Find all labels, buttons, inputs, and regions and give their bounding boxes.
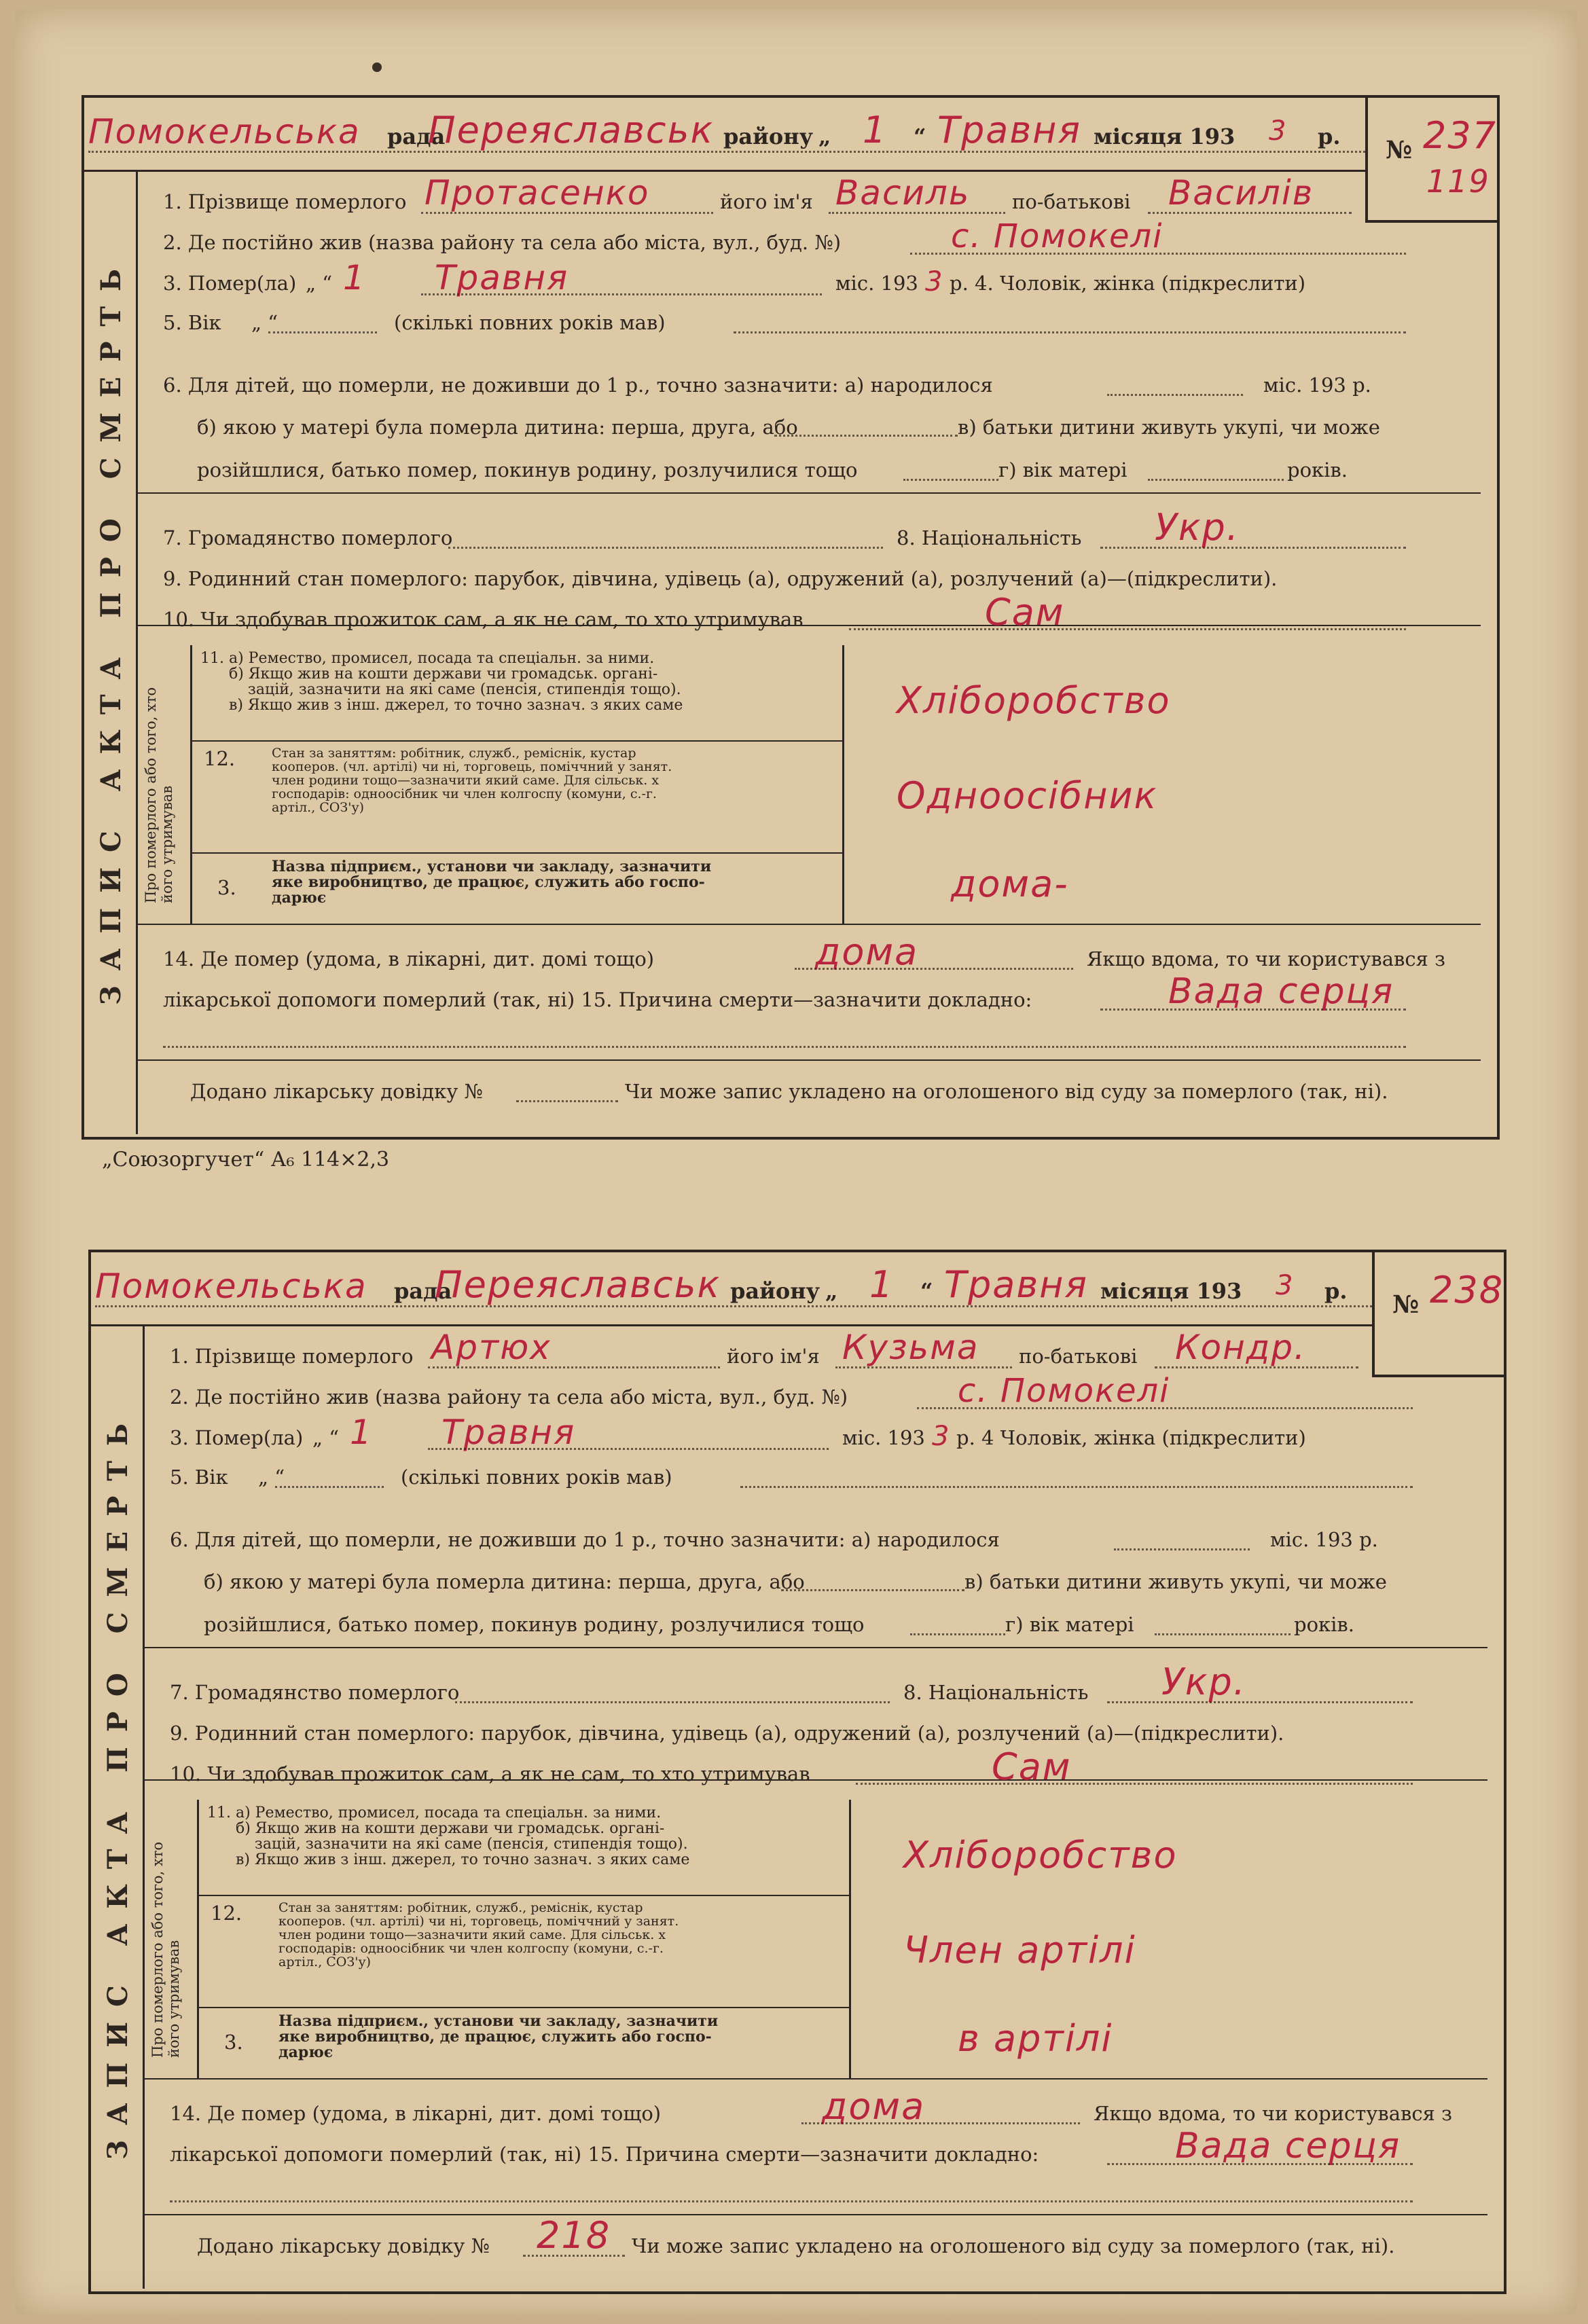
status-value: Одноосібник	[897, 774, 1158, 817]
fill-line	[801, 2122, 1080, 2124]
fill-line	[523, 2255, 625, 2257]
rada-label: рада	[394, 1278, 452, 1304]
form-rule	[197, 2007, 849, 2008]
fill-line	[1155, 1366, 1358, 1368]
fill-line	[428, 1448, 829, 1450]
workplace-num: 3.	[217, 876, 236, 899]
support-value: Сам	[985, 591, 1065, 634]
district-name: Переяславськ	[428, 109, 715, 151]
age-note: (скількі повних років мав)	[401, 1466, 672, 1489]
form-rule	[136, 170, 138, 1134]
citizenship-label: 7. Громадянство померлого	[170, 1681, 460, 1704]
infant-c-end: років.	[1287, 458, 1348, 482]
fill-line	[163, 1046, 1406, 1048]
form-rule	[136, 1059, 1481, 1061]
form-rule	[143, 2078, 1487, 2080]
infant-a-end: міс. 193 р.	[1263, 374, 1371, 397]
form-rule	[849, 1800, 851, 2078]
fill-line	[455, 1701, 890, 1703]
nationality-value: Укр.	[1155, 506, 1240, 549]
residence-value: с. Помокелі	[951, 217, 1163, 255]
infant-b: б) якою у матері була померла дитина: перша, друга, або	[197, 416, 798, 439]
marital-label: 9. Родинний стан померлого: парубок, дівчина, удівець (а), одружений (а), розлучений (а)—(підкреслити).	[163, 567, 1278, 590]
medical-help-label: Якщо вдома, то чи користувався з	[1087, 947, 1445, 970]
quote-open: „	[825, 1278, 838, 1304]
record-number: 237	[1423, 114, 1498, 157]
place-of-death-label: 14. Де помер (удома, в лікарні, дит. домі тощо)	[170, 2102, 662, 2125]
form-rule	[143, 1324, 145, 2289]
fill-line	[1107, 394, 1243, 396]
infant-a: 6. Для дітей, що померли, не доживши до 1 р., точно зазначити: а) народилося	[170, 1528, 1000, 1551]
citizenship-label: 7. Громадянство померлого	[163, 526, 453, 549]
status-text: Стан за заняттям: робітник, служб., реміснік, кустар кооперов. (чл. артілі) чи ні, торговець, поміччний у занят. член родини тощо—зазначити який саме. Для сільськ. х господарів: одноосібник чи член колгоспу (комуни, с.-г. артіл., СОЗ'у)	[278, 1900, 679, 1969]
district-label: району	[723, 124, 814, 149]
name-value: Кузьма	[842, 1328, 979, 1367]
status-text: Стан за заняттям: робітник, служб., реміснік, кустар кооперов. (чл. артілі) чи ні, торговець, поміччний у занят. член родини тощо—зазначити який саме. Для сільськ. х господарів: одноосібник чи член колгоспу (комуни, с.-г. артіл., СОЗ'у)	[272, 746, 672, 815]
surname-label: 1. Прізвище померлого	[170, 1345, 414, 1368]
residence-label: 2. Де постійно жив (назва району та села або міста, вул., буд. №)	[163, 231, 842, 254]
residence-value: с. Помокелі	[958, 1372, 1170, 1410]
day-value: 1	[863, 109, 888, 151]
fill-line	[1148, 479, 1284, 481]
nationality-label: 8. Національність	[903, 1681, 1089, 1704]
patronymic-label: по-батькові	[1012, 190, 1131, 213]
died-rest: р. 4. Чоловік, жінка (підкреслити)	[950, 272, 1306, 295]
died-label: 3. Помер(ла)	[163, 272, 297, 295]
medical-cert-label: Додано лікарську довідку №	[197, 2234, 490, 2257]
cause-label: лікарської допомоги померлий (так, ні) 15. Причина смерти—зазначити докладно:	[170, 2143, 1039, 2166]
fill-line	[795, 968, 1073, 970]
form-rule	[197, 1895, 849, 1896]
occupation-value: Хліборобство	[903, 1834, 1178, 1876]
fill-line	[421, 212, 713, 214]
place-of-death-value: дома	[815, 930, 919, 973]
support-label: 10. Чи здобував прожиток сам, а як не сам, то хто утримував	[163, 608, 804, 631]
surname-label: 1. Прізвище померлого	[163, 190, 407, 213]
cause-value: Вада серця	[1175, 2126, 1401, 2166]
fill-line	[781, 1589, 964, 1591]
medical-cert-label: Додано лікарську довідку №	[190, 1080, 483, 1103]
fill-line	[849, 628, 1406, 630]
died-mid: міс. 193	[842, 1426, 925, 1449]
r-label: р.	[1324, 1278, 1348, 1304]
age-label: 5. Вік	[170, 1466, 228, 1489]
fill-line	[1114, 1548, 1250, 1550]
court-question: Чи може запис укладено на оголошеного від суду за померлого (так, ні).	[632, 2234, 1395, 2257]
fill-line	[516, 1100, 618, 1102]
died-year-digit: 3	[925, 266, 944, 297]
fill-line	[170, 2200, 1413, 2202]
record-number: 238	[1430, 1269, 1504, 1311]
infant-c: розійшлися, батько помер, покинув родину, розлучилися тощо	[197, 458, 858, 482]
fill-line	[856, 1783, 1413, 1785]
died-mid: міс. 193	[835, 272, 918, 295]
infant-b-end: в) батьки дитини живуть укупі, чи може	[958, 416, 1380, 439]
status-num: 12.	[204, 747, 236, 770]
support-value: Сам	[992, 1745, 1072, 1788]
occupation-side-note: Про померлого або того, хто його утримував	[149, 1841, 183, 2058]
fill-line	[421, 293, 822, 295]
fill-line	[428, 1366, 720, 1368]
name-label: його ім'я	[720, 190, 813, 213]
marital-label: 9. Родинний стан померлого: парубок, дівчина, удівець (а), одружений (а), розлучений (а)—(підкреслити).	[170, 1722, 1284, 1745]
status-value: Член артілі	[903, 1929, 1136, 1972]
died-label: 3. Помер(ла)	[170, 1426, 304, 1449]
fill-line	[740, 1486, 1413, 1488]
form-rule	[82, 170, 1365, 172]
quote-close: “	[920, 1278, 933, 1304]
fill-line	[1100, 1009, 1406, 1011]
fill-line	[268, 331, 377, 333]
infant-a: 6. Для дітей, що померли, не доживши до 1 р., точно зазначити: а) народилося	[163, 374, 993, 397]
fill-line	[903, 479, 998, 481]
patronymic-label: по-батькові	[1019, 1345, 1138, 1368]
workplace-text: Назва підприєм., установи чи закладу, зазначити яке виробництво, де працює, служить або госпо- дарює	[272, 858, 712, 907]
status-num: 12.	[211, 1902, 242, 1925]
died-month: Травня	[441, 1413, 576, 1452]
workplace-num: 3.	[224, 2031, 243, 2054]
name-label: його ім'я	[727, 1345, 820, 1368]
rada-label: рада	[387, 124, 446, 149]
medical-help-label: Якщо вдома, то чи користувався з	[1094, 2102, 1452, 2125]
patronymic-value: Василів	[1168, 173, 1314, 213]
form-rule	[88, 1324, 1372, 1326]
residence-label: 2. Де постійно жив (назва району та села або міста, вул., буд. №)	[170, 1385, 848, 1409]
place-of-death-value: дома	[822, 2085, 926, 2128]
punch-mark	[372, 62, 382, 72]
workplace-value: в артілі	[958, 2017, 1113, 2060]
month-label: місяця 193	[1094, 124, 1235, 149]
nationality-label: 8. Національність	[897, 526, 1082, 549]
infant-b: б) якою у матері була померла дитина: перша, друга, або	[204, 1570, 805, 1593]
record-number-sub: 119	[1426, 163, 1490, 200]
infant-a-end: міс. 193 р.	[1270, 1528, 1378, 1551]
fill-line	[448, 547, 883, 549]
nationality-value: Укр.	[1161, 1660, 1246, 1703]
occupation-text: 11. а) Ремество, промисел, посада та спеціальн. за ними. б) Якщо жив на кошти держави чи громадськ. органі- зацій, зазначити на які саме (пенсія, стипендія тощо). в) Якщо жив з інш. джерел, то точно зазнач. з яких саме	[200, 650, 683, 714]
workplace-text: Назва підприєм., установи чи закладу, зазначити яке виробництво, де працює, служить або госпо- дарює	[278, 2012, 719, 2062]
age-quote: „ “	[251, 311, 278, 334]
infant-c-mid: г) вік матері	[1005, 1613, 1134, 1636]
month-value: Травня	[944, 1263, 1088, 1306]
fill-line	[835, 1366, 1012, 1368]
form-rule	[190, 740, 842, 742]
fill-line	[917, 1407, 1413, 1409]
cause-value: Вада серця	[1168, 971, 1394, 1012]
fill-line	[910, 253, 1406, 255]
fill-line	[1107, 1701, 1413, 1703]
quote-close: “	[914, 124, 926, 149]
died-quote: „ “	[312, 1426, 340, 1449]
form-rule	[190, 645, 192, 924]
infant-c: розійшлися, батько помер, покинув родину, розлучилися тощо	[204, 1613, 865, 1636]
quote-open: „	[818, 124, 831, 149]
name-value: Василь	[835, 173, 971, 213]
age-quote: „ “	[258, 1466, 285, 1489]
number-label: №	[1386, 136, 1413, 164]
district-name: Переяславськ	[435, 1263, 721, 1306]
died-month: Травня	[435, 258, 569, 297]
fill-line	[1107, 2163, 1413, 2165]
age-label: 5. Вік	[163, 311, 221, 334]
workplace-value: дома-	[951, 863, 1069, 905]
form-rule	[143, 2214, 1487, 2215]
occupation-value: Хліборобство	[897, 679, 1171, 722]
infant-b-end: в) батьки дитини живуть укупі, чи може	[964, 1570, 1387, 1593]
number-label: №	[1392, 1290, 1420, 1319]
fill-line	[95, 1305, 1372, 1307]
fill-line	[829, 212, 1005, 214]
form-rule	[190, 852, 842, 854]
died-rest: р. 4 Чоловік, жінка (підкреслити)	[956, 1426, 1306, 1449]
month-value: Травня	[937, 109, 1081, 151]
district-label: району	[730, 1278, 820, 1304]
year-digit: 3	[1269, 115, 1288, 147]
side-title: ЗАПИС АКТА ПРО СМЕРТЬ	[102, 1408, 134, 2160]
form-rule	[136, 924, 1481, 925]
occupation-side-note: Про померлого або того, хто його утримував	[143, 687, 176, 903]
fill-line	[1155, 1633, 1291, 1635]
occupation-text: 11. а) Ремество, промисел, посада та спеціальн. за ними. б) Якщо жив на кошти держави чи громадськ. органі- зацій, зазначити на які саме (пенсія, стипендія тощо). в) Якщо жив з інш. джерел, то точно зазнач. з яких саме	[207, 1804, 690, 1869]
surname-value: Артюх	[431, 1328, 552, 1367]
fill-line	[1100, 547, 1406, 549]
died-day: 1	[343, 258, 366, 297]
fill-line	[734, 331, 1406, 333]
council-name: Помокельська	[95, 1267, 367, 1306]
fill-line	[275, 1486, 384, 1488]
fill-line	[910, 1633, 1005, 1635]
medical-cert-number: 218	[537, 2214, 611, 2257]
court-question: Чи може запис укладено на оголошеного від суду за померлого (так, ні).	[625, 1080, 1388, 1103]
fill-line	[774, 435, 958, 437]
form-rule	[842, 645, 844, 924]
surname-value: Протасенко	[425, 173, 650, 213]
form-rule	[136, 492, 1481, 494]
fill-line	[88, 151, 1365, 153]
died-quote: „ “	[306, 272, 333, 295]
day-value: 1	[869, 1263, 895, 1306]
patronymic-value: Кондр.	[1175, 1328, 1306, 1367]
place-of-death-label: 14. Де помер (удома, в лікарні, дит. домі тощо)	[163, 947, 655, 970]
infant-c-end: років.	[1294, 1613, 1354, 1636]
died-day: 1	[350, 1413, 373, 1452]
printer-note: „Союзоргучет“ А₆ 114×2,3	[102, 1148, 390, 1172]
infant-c-mid: г) вік матері	[998, 458, 1127, 482]
month-label: місяця 193	[1100, 1278, 1242, 1304]
council-name: Помокельська	[88, 112, 361, 151]
form-rule	[197, 1800, 199, 2078]
died-year-digit: 3	[932, 1421, 951, 1452]
cause-label: лікарської допомоги померлий (так, ні) 15. Причина смерти—зазначити докладно:	[163, 988, 1032, 1011]
age-note: (скількі повних років мав)	[394, 311, 666, 334]
support-label: 10. Чи здобував прожиток сам, а як не сам, то хто утримував	[170, 1762, 810, 1785]
r-label: р.	[1318, 124, 1341, 149]
side-title: ЗАПИС АКТА ПРО СМЕРТЬ	[95, 253, 127, 1005]
fill-line	[1148, 212, 1352, 214]
form-rule	[143, 1647, 1487, 1648]
year-digit: 3	[1276, 1270, 1295, 1301]
